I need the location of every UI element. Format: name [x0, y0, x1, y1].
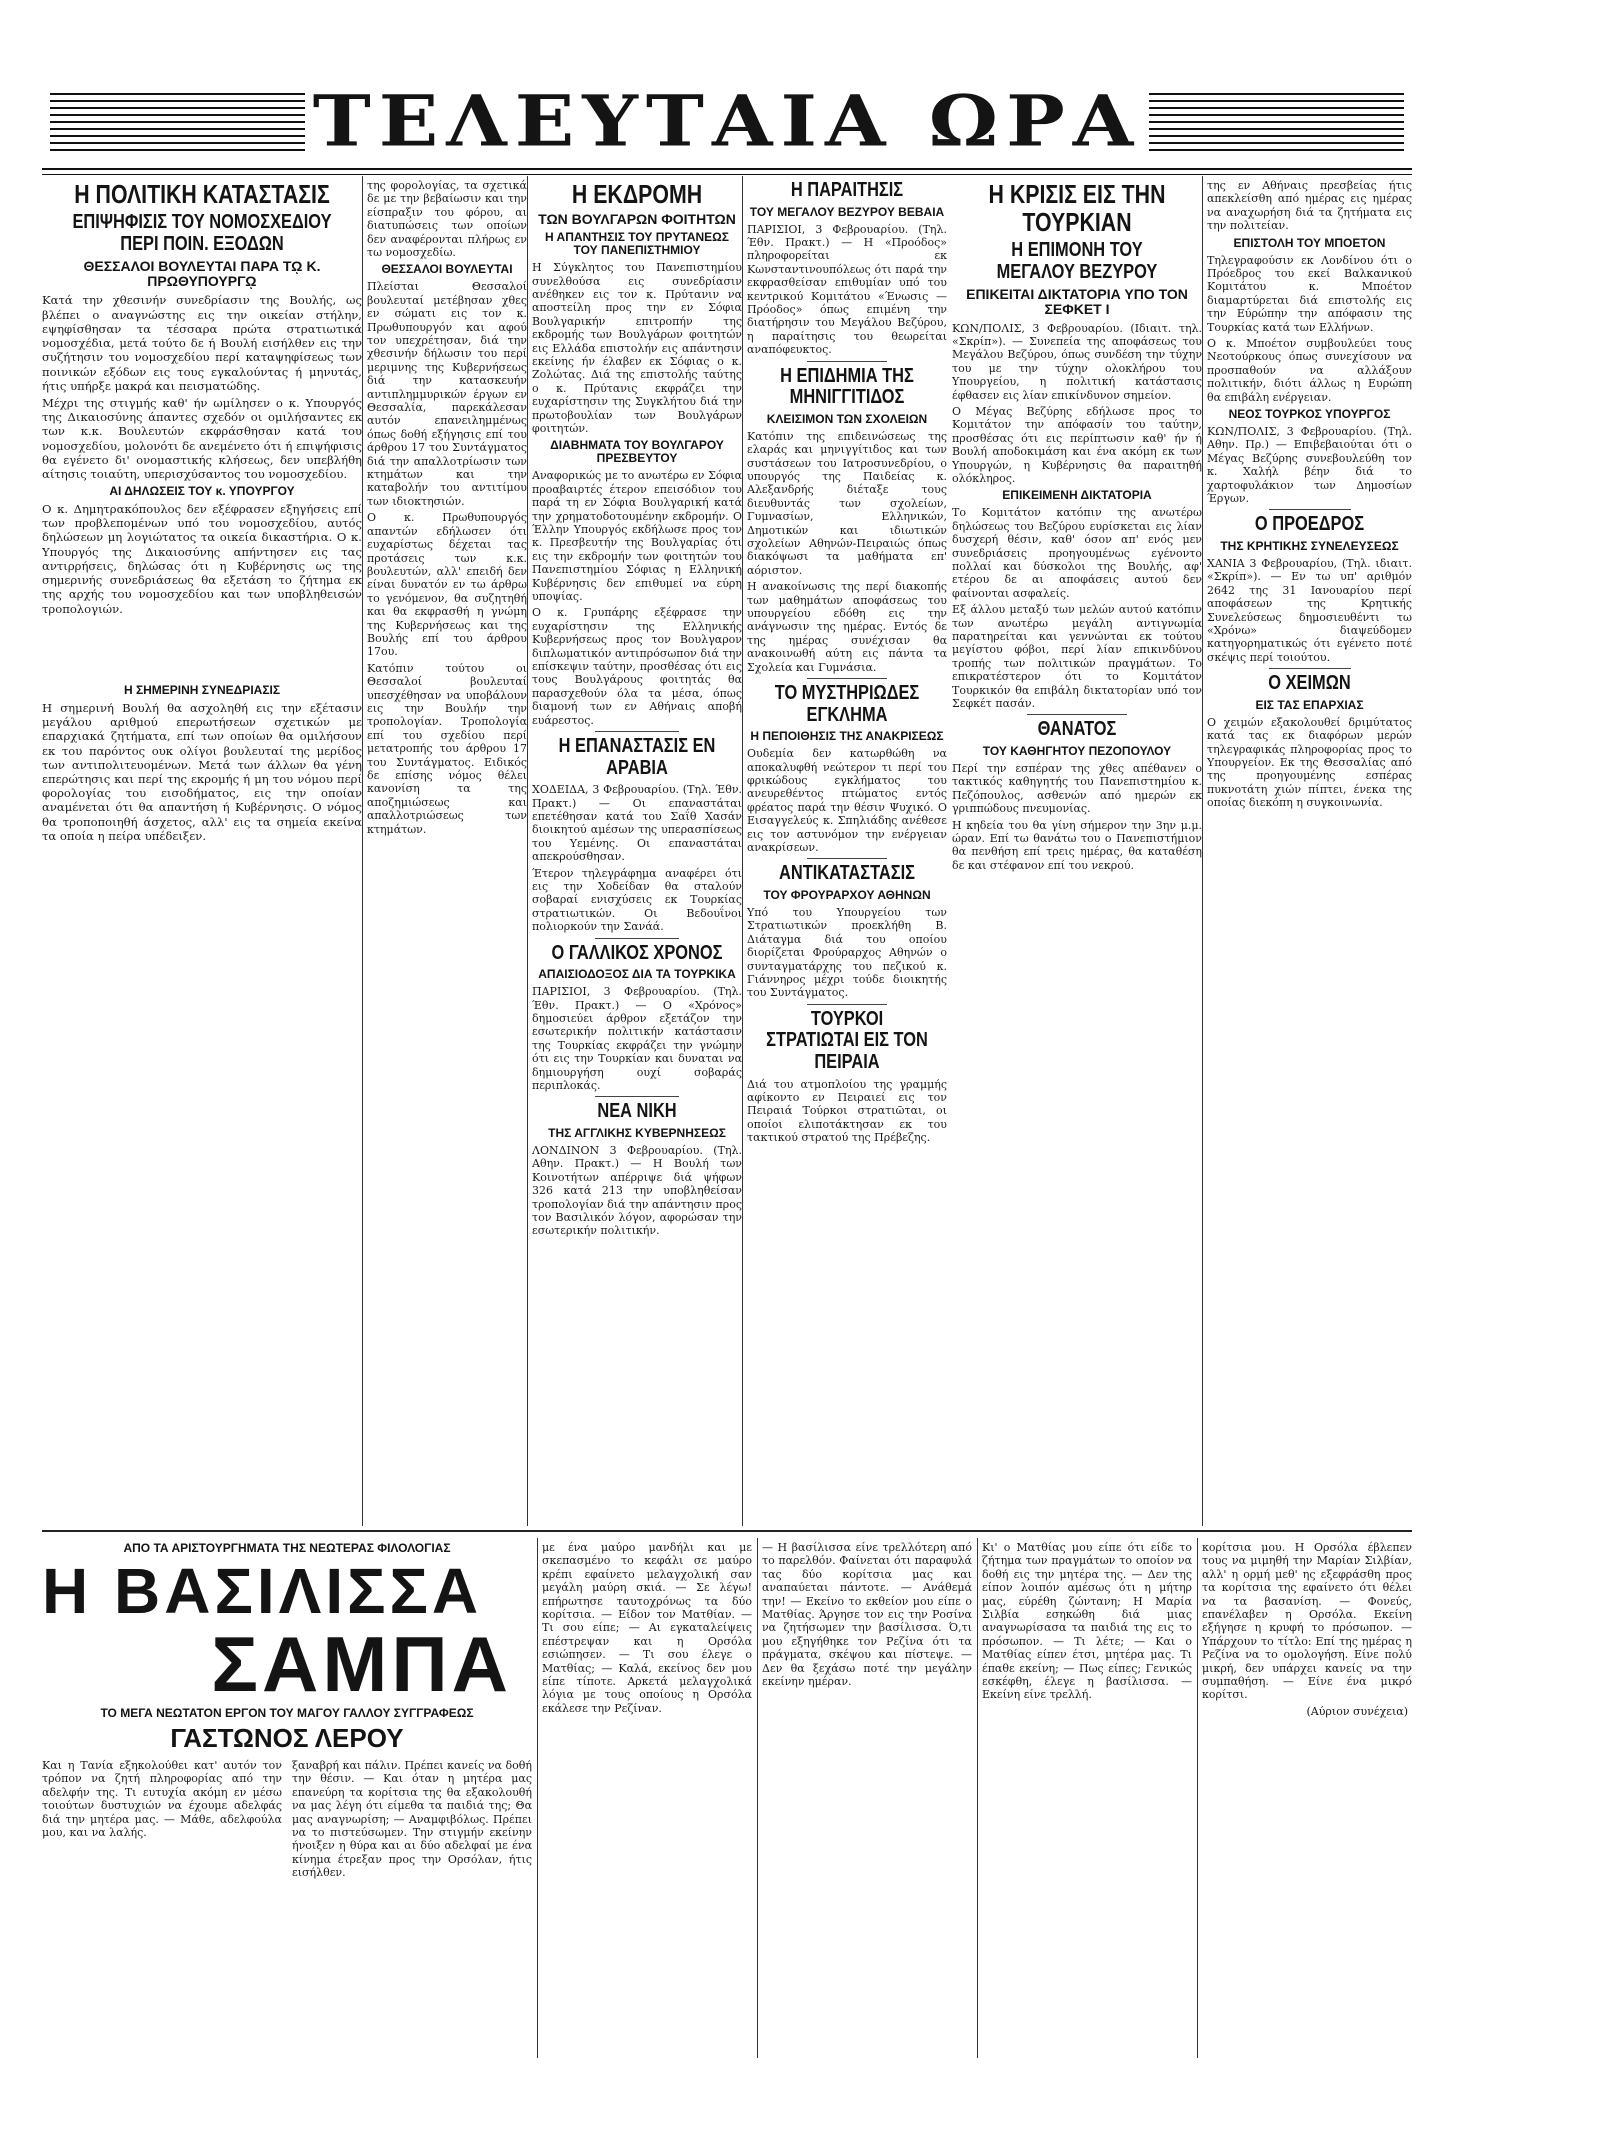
headline: ΤΟ ΜΥΣΤΗΡΙΩΔΕΣ ΕΓΚΛΗΜΑ [774, 682, 920, 726]
section-heading: Η ΣΗΜΕΡΙΝΗ ΣΥΝΕΔΡΙΑΣΙΣ [123, 683, 281, 697]
article-political-situation-col2 [367, 176, 527, 1026]
headline: ΝΕΑ ΝΙΚΗ [597, 1100, 677, 1123]
divider [595, 731, 679, 732]
subheadline: ΤΩΝ ΒΟΥΛΓΑΡΩΝ ΦΟΙΤΗΤΩΝ [538, 211, 736, 228]
subheadline: ΤΗΣ ΚΡΗΤΙΚΗΣ ΣΥΝΕΛΕΥΣΕΩΣ [1220, 539, 1399, 554]
paragraph: Ο κ. Δημητρακόπουλος δεν εξέφρασεν εξηγήσεις επί των προβλεπομένων υπό του νομοσχεδίου, αυτός δηλώσεων μη λογιώτατος τα οικεία δικαστήρια. Ο κ. Υπουργός της Δικαιοσύνης απήντησεν εις τας αντιρρήσεις, δηλώσας ότι η Κυβέρνησις ως της σημερινής συνεδριάσεως θα εξετάση το ζήτημα εκ της αρχής του νομοσχεδίου και των υποβληθεισών τροπολογιών. [42, 502, 362, 616]
headline: Η ΕΠΙΔΗΜΙΑ ΤΗΣ ΜΗΝΙΓΓΙΤΙΔΟΣ [780, 364, 914, 409]
paragraph: Κατόπιν της επιδεινώσεως της ελαράς και μηνιγγίτιδος και των συστάσεων του Ιατροσυνεδρίου, ο υπουργός της Παιδείας κ. Αλεξανδρής διέταξε τους διευθυντάς των σχολείων, Γυμνασίων, Ελληνικών, Δημοτικών και ιδιωτικών σχολείων Αθηνών-Πειραιώς όπως διακόψωσι τα μαθήματα επ' αόριστον. [747, 429, 947, 577]
column-rule [362, 176, 363, 1526]
headline: ΤΟΥΡΚΟΙ ΣΤΡΑΤΙΩΤΑΙ ΕΙΣ ΤΟΝ ΠΕΙΡΑΙΑ [766, 1007, 928, 1074]
column-rule [757, 1538, 758, 2058]
paragraph: ΧΟΔΕΙΔΑ, 3 Φεβρουαρίου. (Τηλ. Έθν. Πρακτ.) — Οι επαναστάται επετέθησαν κατά του Σαΐθ Χασάν διοικητού αμέσων της υπερασπίσεως του Υεμένης. Οι επαναστάται απεκρούσθησαν. [532, 783, 742, 864]
paragraph: Διά του ατμοπλοίου της γραμμής αφίκοντο εν Πειραιεί εις τον Πειραιά Τούρκοι στρατιῶται, οι οποίοι ελιποτάκτησαν εκ του τακτικού στρατού της Πρέβεζης. [747, 1077, 947, 1145]
feuilleton-column [762, 1538, 972, 2058]
masthead-underline [42, 168, 1412, 175]
divider [807, 858, 887, 859]
continued-note: (Αύριον συνέχεια) [1306, 1704, 1408, 1718]
headline: Η ΕΚΔΡΟΜΗ [571, 179, 703, 209]
headline: Ο ΠΡΟΕΔΡΟΣ [1254, 513, 1365, 536]
subheadline: ΕΠΙΨΗΦΙΣΙΣ ΤΟΥ ΝΟΜΟΣΧΕΔΙΟΥ ΠΕΡΙ ΠΟΙΝ. ΕΞΟΔΩΝ [72, 211, 332, 255]
divider [1027, 714, 1127, 715]
paragraph: Πλείσται Θεσσαλοί βουλευταί μετέβησαν χθες εν σώματι εις τον κ. Πρωθυπουργόν και αφού τον υπεχρέτησαν, διά την χθεσινήν δήλωσιν του περί μεριμνης της Κυβερνήσεως διά την κατασκευήν αντιπλημμυρικών έργων εν Θεσσαλία, παρεκάλεσαν αυτόν επανειλημμένως όπως δοθή εξήγησις επί του άρθρου 17 του Συντάγματος διά την απαλλοτρίωσιν των κτημάτων και την καταβολήν του αντιτίμου των ιδιοκτησιών. [367, 280, 527, 508]
article-turkey-crisis [952, 176, 1202, 1526]
divider [1269, 509, 1351, 510]
paragraph: Ο κ. Πρωθυπουργός απαντών εδήλωσεν ότι ευχαρίστως δέχεται τας προτάσεις των κ.κ. βουλευτών, αλλ' επειδή δεν είναι δυνατόν εν τω άρθρω το γενόμενον, θα συζητηθή και θα εκφρασθή η γνώμη της Κυβερνήσεως και της Βουλής επί του άρθρου 17ου. [367, 511, 527, 659]
paragraph: Μέχρι της στιγμής καθ' ήν ωμίλησεν ο κ. Υπουργός της Δικαιοσύνης άπαντες σχεδόν οι ομιλήσαντες εκ των κ.κ. Βουλευτών εκφράσθησαν κατά του νομοσχεδίου, μολονότι δε ανεμένετο ότι ή επιψήφισις θα εγένετο δι' ονομαστικής κλήσεως, δεν υπεβλήθη αίτησις τοιαύτη, υπερισχύσαντος του νομοσχεδίου. [42, 395, 362, 481]
column-rule [527, 176, 528, 1526]
paragraph: Εξ άλλου μεταξύ των μελών αυτού κατόπιν των ανωτέρω μεγάλη αντιγνωμία παρατηρείται και γεννώνται εκ τούτου μεγίστου φόβοι, περί λίαν επικινδύνου τροπής των πολιτικών πραγμάτων. Το επικρατέστερον ότι το Κομιτάτον Τουρκικόν θα επιβάλη δικτατορίαν υπό τον Σεφκέτ πασάν. [952, 603, 1202, 711]
author-name: ΓΑΣΤΩΝΟΣ ΛΕΡΟΥ [170, 1722, 404, 1753]
paragraph: Ο κ. Γρυπάρης εξέφρασε την ευχαρίστησιν της Ελληνικής Κυβερνήσεως προς τον Βουλγαρον διπλωματικόν αντιπρόσωπον διά την επίσκεψιν ταύτην, προσθέσας ότι εις τους Βουλγάρους φοιτητάς θα παρασχεθούν όλα τα μέσα, όπως διαμονή των εν Αθήναις αποβή ευάρεστος. [532, 606, 742, 727]
column-rule [977, 1538, 978, 2058]
subheadline: Η ΕΠΙΜΟΝΗ ΤΟΥ ΜΕΓΑΛΟΥ ΒΕΖΥΡΟΥ [996, 239, 1158, 283]
subheadline: ΕΙΣ ΤΑΣ ΕΠΑΡΧΙΑΣ [1255, 697, 1364, 712]
headline: Η ΠΟΛΙΤΙΚΗ ΚΑΤΑΣΤΑΣΙΣ [74, 179, 330, 209]
feuilleton-title-block [42, 1538, 532, 2058]
paragraph: κορίτσια μου. Η Ορσόλα έβλεπεν τους να μιμηθή την Μαρίαν Σιλβίαν, αλλ' η ορμή μεθ' ης εξεφράσθη προς τα κορίτσια της εφαίνετο ότι θέλει να τα βασανίση. — Φονεύς, επανέλαβεν η Ορσόλα. Εκείνη εξήγησε η κρυφή το πρόσωπον. — Υπάρχουν το τίτλο: Επί της ημέρας η Ρεζίνα να το ομολογήση. Είνε πολύ μικρή, δεν υπάρχει κανείς να την συμπαθήση. — Είνε ένα μικρό κορίτσι. [1202, 1541, 1412, 1702]
divider [595, 938, 679, 939]
article-political-situation [42, 176, 362, 676]
paragraph: Τηλεγραφούσιν εκ Λονδίνου ότι ο Πρόεδρος του εκεί Βαλκανικού Κομιτάτου κ. Μποέτον διαμαρτύρεται διά επιστολής εις την Εύρώπην την απόφασιν της Τουρκίας κατά των Ελλήνων. [1207, 253, 1412, 334]
masthead-rule-right [1149, 91, 1404, 151]
paragraph: Ο χειμών εξακολουθεί δριμύτατος κατά τας εκ διαφόρων μερών τηλεγραφικάς πληροφορίας προς το Υπουργείον. Εκ της Θεσσαλίας από της προηγουμένης εσπέρας πυκνοτάτη χιών πίπτει, ένεκα της οποίας διεκόπη η συγκοινωνία. [1207, 715, 1412, 810]
headline: Η ΚΡΙΣΙΣ ΕΙΣ ΤΗΝ ΤΟΥΡΚΙΑΝ [988, 179, 1166, 238]
feuilleton-column [982, 1538, 1192, 2058]
paragraph: ΠΑΡΙΣΙΟΙ, 3 Φεβρουαρίου. (Τηλ. Έθν. Πρακτ.) — Η «Προόδος» πληροφορείται εκ Κωνσταντινουπόλεως ότι παρά την εκφρασθείσαν επιθυμίαν υπό του κεντρικού Κομιτάτου «Ένωσις — Πρόοδος» όπως επιμένη την διατήρησιν του Μεγάλου Βεζύρου, η παραίτησις του θεωρείται αναπόφευκτος. [747, 222, 947, 357]
paragraph: Έτερον τηλεγράφημα αναφέρει ότι εις την Χοδείδαν θα σταλούν σοβαραί ενισχύσεις εκ Τουρκίας στρατιωτικών. Οι Βεδουΐνοι πολιορκούν την Σανάά. [532, 866, 742, 934]
section-heading: ΝΕΟΣ ΤΟΥΡΚΟΣ ΥΠΟΥΡΓΟΣ [1228, 407, 1391, 422]
subheadline: Η ΠΕΠΟΙΘΗΣΙΣ ΤΗΣ ΑΝΑΚΡΙΣΕΩΣ [750, 729, 944, 744]
section-heading: ΘΕΣΣΑΛΟΙ ΒΟΥΛΕΥΤΑΙ [381, 262, 513, 277]
paragraph: Κατά την χθεσινήν συνεδρίασιν της Βουλής, ως βλέπει ο αναγνώστης εις την οικείαν στήλην, εψηφίσθησαν τα τέσσαρα πρώτα στρατιωτικά νομοσχέδια, μετά τούτο δε ή Βουλή εισήλθεν εις την συζήτησιν του νομοσχεδίου περί καταψηφίσεως των ποινικών εξόδων εις τους εγκαλούντας ή μηνυτάς, ήτις υπήρξε μακρά και πεισματώδης. [42, 293, 362, 393]
paragraph: Ο κ. Μποέτον συμβουλεύει τους Νεοτούρκους όπως συνεχίσουν να προσπαθούν να αλλάξουν πολιτικήν, διότι άλλως η Ευρώπη θα επιβάλη ενέργειαν. [1207, 337, 1412, 404]
subheadline: ΚΛΕΙΣΙΜΟΝ ΤΩΝ ΣΧΟΛΕΙΩΝ [766, 411, 928, 426]
subheadline: ΕΠΙΚΕΙΤΑΙ ΔΙΚΤΑΤΟΡΙΑ ΥΠΟ ΤΟΝ ΣΕΦΚΕΤ Ι [966, 286, 1188, 318]
subheadline: ΤΟΥ ΜΕΓΑΛΟΥ ΒΕΖΥΡΟΥ ΒΕΒΑΙΑ [749, 204, 945, 219]
divider [595, 1096, 679, 1097]
feuilleton-title: Η ΒΑΣΙΛΙΣΣΑ [42, 1554, 483, 1627]
subheadline: ΑΠΑΙΣΙΟΔΟΞΟΣ ΔΙΑ ΤΑ ΤΟΥΡΚΙΚΑ [538, 967, 736, 982]
paragraph: Η σημερινή Βουλή θα ασχοληθή εις την εξέτασιν μεγάλου αριθμού επερωτήσεων σχετικών με επαρχιακά ζητήματα, επί των οποίων θα ομιλήσουν εκ του παρόντος ουκ ολίγοι βουλευταί της μερίδος των αντιπολιτευομένων. Μετά των άλλων θα γένη επερώτησις και περί της εκρομής ή μη του νόμου περί φορολογίας του εισοδήματος, εις την οποίαν αναμένεται ότι θα απαντήση ή Κυβέρνησις. Ο νόμος θα τροποποιηθή άσχετος, αλλ' εις τα σημεία εκείνα τα οποία η πείρα υπέδειξεν. [42, 700, 362, 843]
paragraph: Το Κομιτάτον κατόπιν της ανωτέρω δηλώσεως του Βεζύρου ευρίσκεται εις λίαν δυσχερή θέσιν, καθ' όσον απ' ενός μεν συνεδριάσεις προηγουμένως εγένοντο πολλαί και δύσκολοι της Βουλής, αφ' ετέρου δε αι αποφάσεις αυτού δεν φαίνονται ασφαλείς. [952, 506, 1202, 600]
headline: ΑΝΤΙΚΑΤΑΣΤΑΣΙΣ [779, 862, 915, 885]
paragraph: ΚΩΝ/ΠΟΛΙΣ, 3 Φεβρουαρίου. (Τηλ. Αθην. Πρ.) — Επιβεβαιούται ότι ο Μέγας Βεζύρης συνεβουλεύθη τον κ. Χαλήλ βέην διά το χαρτοφυλάκιον των Δημοσίων Έργων. [1207, 425, 1412, 506]
column-rule [1197, 1538, 1198, 2058]
paragraph: ΛΟΝΔΙΝΟΝ 3 Φεβρουαρίου. (Τηλ. Αθην. Πρακτ.) — Η Βουλή των Κοινοτήτων απέρριψε διά ψήφων 326 κατά 213 την υποβληθείσαν τροπολογίαν διά την απάντησιν προς τον Βασιλικόν λόγον, αφορώσαν την εσωτερικήν πολιτικήν. [532, 1144, 742, 1238]
paragraph: Κι' ο Ματθίας μου είπε ότι είδε το ζήτημα των πραγμάτων το οποίον να δοθή εις την μητέρα της. — Δεν της είπον λοιπόν αμέσως ότι η μήτηρ μας, εύρέθη ζώντανη; Η Μαρία Σιλβία εσηκώθη διά μιας αναγνωρίσασα τα παιδιά της εις το πρόσωπον. — Τι λέτε; — Και ο Ματθίας είπεν έτσι, μητέρα μας. Τι έπαθε εκείνη; — Πως είπες; Γενικώς εσκέφθη, έλεγε η βασίλισσα. — Εκείνη είνε τρελλή. [982, 1541, 1192, 1702]
paragraph: Ο Μέγας Βεζύρης εδήλωσε προς το Κομιτάτον την απόφασίν του ταύτην, προσθέσας ότι εις περίπτωσιν καθ' ήν ή Βουλή αποδοκιμάση και ένα ακόμη εκ των Υπουργών, η Κυβέρνησις θα παραιτηθή ολόκληρος. [952, 405, 1202, 486]
masthead-title: ΤΕΛΕΥΤΑΙΑ ΩΡΑ [312, 80, 1142, 162]
paragraph: ΠΑΡΙΣΙΟΙ, 3 Φεβρουαρίου. (Τηλ. Έθν. Πρακτ.) — Ο «Χρόνος» δημοσιεύει άρθρον εξετάζον την εσωτερικήν πολιτικήν κατάστασιν της Τουρκίας εκφράζει την γνώμην ότι εις την Τουρκίαν και δυναται να δημιουργήση ουχί σοβαράς περιπλοκάς. [532, 985, 742, 1093]
paragraph: ΧΑΝΙΑ 3 Φεβρουαρίου, (Τηλ. ιδιαιτ. «Σκρίπ»). — Εν τω υπ' αριθμόν 2642 της 31 Ιανουαρίου περί αποφάσεων της Κρητικής Συνελεύσεως δημοσιευθέντι τω «Χρόνω» διαψεύδομεν κατηγορηματικώς ότι εγένετο ποτέ σκέψις περί τοιούτου. [1207, 556, 1412, 664]
paragraph: με ένα μαύρο μανδήλι και με σκεπασμένο το κεφάλι σε μαύρο κρέπι εφαίνετο μελαγχολική σαν μεγάλη μαύρη σκιά. — Σε λέγω! επήρωτησε ταυτοχρόνως τα δύο κορίτσια. — Είδον τον Ματθίαν. — Τι σου είπε; — Αι εγκαταλείψεις επέστρεψαν και η Ορσόλα εσιώπησεν. — Τι σου έλεγε ο Ματθίας; — Καλά, εκείνος δεν μου είπε τίποτε. Αρκετά μελαγχολικά λόγια με τους οποίους η Ορσόλα εκάλεσε την Ρεζίναν. [542, 1541, 752, 1715]
feuilleton-column [1202, 1538, 1412, 2058]
paragraph: Και η Τανία εξηκολούθει κατ' αυτόν τον τρόπον να ζητή πληροφορίας από την αδελφήν της. Τι ευτυχία ακόμη εν μέσω τοιούτων δυστυχιών να έχουμε αδελφάς διά την μητέρα μας. — Μάθε, αδελφούλα μου, και να λαλής. [42, 1758, 282, 1840]
divider [807, 1004, 887, 1005]
paragraph: ξαναβρή και πάλιν. Πρέπει κανείς να δοθή την θέσιν. — Και όταν η μητέρα μας επανεύρη τα κορίτσια της θα εξακολουθή να μας λέγη ότι είμεθα τα παιδιά της; Θα μας αναγνωρίση; — Αναμφιβόλως. Πρέπει να το πιστεύσωμεν. Την στιγμήν εκείνην ήνοιξεν η θύρα και αι δύο αδελφαί με ένα κίνημα έτρεξαν προς την Ορσόλαν, ήτις εισήλθεν. [292, 1758, 532, 1880]
feuilleton-title-2: ΣΑΜΠΑ [211, 1619, 512, 1708]
paragraph: Περί την εσπέραν της χθες απέθανεν ο τακτικός καθηγητής του Πανεπιστημίου κ. Πεζόπουλος, ασθενών από ημερών εκ γριππώδους πνευμονίας. [952, 762, 1202, 816]
paragraph: Αναφορικώς με το ανωτέρω εν Σόφια προαβαιρτές έτερον επεισόδιον του παρά τη εν Σόφια Βουλγαρική κατά την χρηματοδοτουμένην εκδρομήν. Ο Έλλην Υπουργός εκδήλωσε προς τον κ. Πρεσβευτήν της Βουλγαρίας ότι εις την εκδρομήν των φοιτητών του Πανεπιστημίου Σόφιας η Ελληνική Κυβέρνησις δεν επιθυμεί να εύρη υποψίας. [532, 469, 742, 603]
headline: ΘΑΝΑΤΟΣ [1037, 718, 1117, 741]
subheadline: ΤΟΥ ΦΡΟΥΡΑΡΧΟΥ ΑΘΗΝΩΝ [763, 888, 931, 903]
headline: Η ΕΠΑΝΑΣΤΑΣΙΣ ΕΝ ΑΡΑΒΙΑ [558, 735, 716, 779]
column-rule [1202, 176, 1203, 1526]
paragraph: της εν Αθήναις πρεσβείας ήτις απεκλείσθη από ημέρας εις ημέρας να αναχωρήση διά τα ζητήματα εις την πολιτείαν. [1207, 179, 1412, 233]
article-turkey-crisis-col2 [1207, 176, 1412, 1526]
masthead [42, 80, 1412, 162]
headline: Ο ΧΕΙΜΩΝ [1268, 672, 1351, 695]
divider [1269, 668, 1351, 669]
divider [807, 678, 887, 679]
section-heading: ΕΠΙΚΕΙΜΕΝΗ ΔΙΚΤΑΤΟΡΙΑ [1002, 488, 1152, 503]
column-rule [742, 176, 743, 1526]
section-heading: ΔΙΑΒΗΜΑΤΑ ΤΟΥ ΒΟΥΛΓΑΡΟΥ ΠΡΕΣΒΕΥΤΟΥ [550, 438, 724, 466]
section-rule [42, 1530, 1412, 1532]
paragraph: Η ανακοίνωσις της περί διακοπής των μαθημάτων αποφάσεως του υπουργείου εδόθη εις την ανάγνωσιν της ημέρας. Εντός δε της ημέρας συνέχισαν θα ανακοινωθή αύτη εις πάντα τα Σχολεία και Γυμνάσια. [747, 580, 947, 674]
headline: Ο ΓΑΛΛΙΚΟΣ ΧΡΟΝΟΣ [551, 941, 723, 964]
subheadline: ΘΕΣΣΑΛΟΙ ΒΟΥΛΕΥΤΑΙ ΠΑΡΑ Τῼ Κ. ΠΡΩΘΥΠΟΥΡΓῼ [83, 258, 321, 290]
subheadline: ΤΗΣ ΑΓΓΛΙΚΗΣ ΚΥΒΕΡΝΗΣΕΩΣ [548, 1126, 726, 1141]
masthead-rule-left [50, 91, 305, 151]
paragraph: Κατόπιν τούτου οι Θεσσαλοί βουλευταί υπεσχέθησαν να υποβάλουν εις την Βουλήν την τροπολογίαν. Τροπολογία επί του σχεδίου περί μετατροπής του άρθρου 17 του Συντάγματος. Ειδικός δε επίσης νόμος θέλει κανονίση τα της αποζημιώσεως και απαλλοτριώσεως των κτημάτων. [367, 661, 527, 836]
subheadline: Η ΑΠΑΝΤΗΣΙΣ ΤΟΥ ΠΡΥΤΑΝΕΩΣ ΤΟΥ ΠΑΝΕΠΙΣΤΗΜΙΟΥ [544, 230, 729, 258]
newspaper-page [42, 80, 1412, 2070]
subheadline: ΤΟΥ ΚΑΘΗΓΗΤΟΥ ΠΕΖΟΠΟΥΛΟΥ [982, 744, 1172, 759]
paragraph: της φορολογίας, τα σχετικά δε με την βεβαίωσιν και την είσπραξιν του φόρου, αι διατυπώσεις των οποίων δεν αναφέρονται πλήρως εν τω νομοσχεδίω. [367, 179, 527, 260]
article-vizier-resignation [747, 176, 947, 1526]
column-rule [537, 1538, 538, 2058]
section-heading: ΑΙ ΔΗΛΩΣΕΙΣ ΤΟΥ κ. ΥΠΟΥΡΓΟΥ [109, 484, 295, 499]
article-bulgarian-students [532, 176, 742, 1526]
divider [807, 361, 887, 362]
article-political-situation-cont [42, 680, 362, 1110]
headline: Η ΠΑΡΑΙΤΗΣΙΣ [790, 179, 904, 201]
paragraph: ΚΩΝ/ΠΟΛΙΣ, 3 Φεβρουαρίου. (Ιδιαιτ. τηλ. «Σκρίπ»). — Συνεπεία της αποφάσεως του Μεγάλου Βεζύρου, όπως συνδέση την τύχην του με την τύχην ολοκλήρου του Υπουργείου, η πολιτική κατάστασις έφθασεν εις λίαν επικίνδυνον σημείον. [952, 321, 1202, 402]
paragraph: Η Σύγκλητος του Πανεπιστημίου συνελθούσα εις συνεδρίασιν ανέθηκεν εις τον κ. Πρύτανιν να αποστείλη προς την εν Σόφια Βουλγαρικήν επιτροπήν της εκδρομής των Βουλγάρων φοιτητών εις Ελλάδα επιστολήν εις απάντησιν εκείνης ήν έλαβεν εκ Σόφιας ο κ. Ζολώτας. Διά της επιστολής ταύτης ο κ. Πρύτανις εκφράζει την ευχαρίστησιν της Συγκλήτου διά την πρωτοβουλίαν των Βουλγάρων φοιτητών. [532, 261, 742, 435]
section-heading: ΕΠΙΣΤΟΛΗ ΤΟΥ ΜΠΟΕΤΟΝ [1233, 235, 1386, 250]
paragraph: Ουδεμία δεν κατωρθώθη να αποκαλυφθή νεώτερον τι περί του φρικώδους εγκλήματος του ανευρεθέντος πτώματος εντός φρέατος παρά την θέσιν Ψυχικό. Ο Εισαγγελεύς κ. Σπηλιάδης ανέθεσε εις τον αστυνόμον την ενέργειαν ανακρίσεων. [747, 747, 947, 855]
feuilleton-column [542, 1538, 752, 2058]
paragraph: — Η βασίλισσα είνε τρελλότερη από το παρελθόν. Φαίνεται ότι παραφυλά τας δύο κορίτσια μας και αναπαύεται πάντοτε. — Ανάθεμά την! — Εκείνο το εκθείον μου είπε ο Ματθίας. Άργησε τον εις την Ροσίνα να ζητήσωμεν την βασίλισσα. Ό,τι μου εξηγήθηκε τον Ρεζίνα ότι τα πράγματα, σκέψου και πίστεψε. — Δεν θα ξεχάσω ποτέ την μεγάλην εκείνην ημέραν. [762, 1541, 972, 1689]
kicker: ΑΠΟ ΤΑ ΑΡΙΣΤΟΥΡΓΗΜΑΤΑ ΤΗΣ ΝΕΩΤΕΡΑΣ ΦΙΛΟΛΟΓΙΑΣ [123, 1541, 451, 1555]
subheadline: ΤΟ ΜΕΓΑ ΝΕΩΤΑΤΟΝ ΕΡΓΟΝ ΤΟΥ ΜΑΓΟΥ ΓΑΛΛΟΥ ΣΥΓΓΡΑΦΕΩΣ [100, 1705, 474, 1720]
paragraph: Υπό του Υπουργείου των Στρατιωτικών προεκλήθη Β. Διάταγμα διά του οποίου διορίζεται Φρούραρχος Αθηνών ο συνταγματάρχης του πεζικού κ. Γιάννηρος μέχρι τούδε διοικητής του Συντάγματος. [747, 906, 947, 1000]
paragraph: Η κηδεία του θα γίνη σήμερον την 3ην μ.μ. ώραν. Επί τω θανάτω του ο Πανεπιστήμιον θα πενθήση επί τρεις ημέρας, θα καταθέση δε και στέφανον επί του νεκρού. [952, 818, 1202, 872]
